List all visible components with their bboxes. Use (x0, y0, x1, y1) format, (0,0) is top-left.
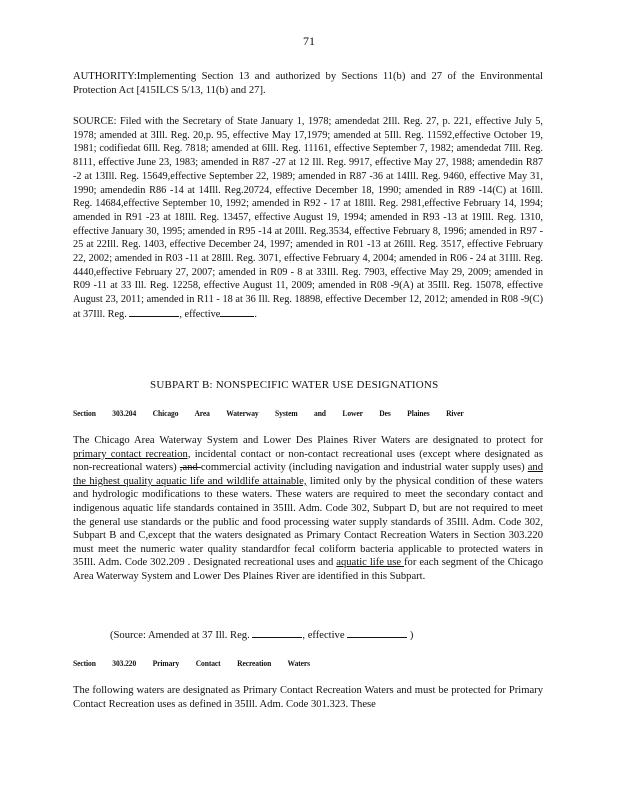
section-303-204-heading: Section 303.204 Chicago Area Waterway System and Lower Des Plaines River (73, 409, 464, 418)
source-tail-period: . (254, 308, 257, 320)
source-note-blank-effective (347, 628, 407, 638)
source-text: SOURCE: Filed with the Secretary of State January 1, 1978; amendedat 2Ill. Reg. 27, p. 221, effective July 5, 1978; amended at 3Ill. Reg. 20,p. 95, effective May 17,1979; amended at 5Ill. Reg. 11592,effective October 19, 1981; codifiedat 6Ill. Reg. 7818; amended at 6Ill. Reg. 11161, effective September 7, 1982; amendedat 7Ill. Reg. 8111, effective June 23, 1983; amended in R87 -27 at 12 Ill. Reg. 9917, effective May 27, 1988; amendedin R87 -2 at 13Ill. Reg. 15649,effective September 22, 1989; amended in R87 -36 at 14Ill. Reg. 9460, effective May 31, 1990; amendedin R86 -14 at 14Ill. Reg.20724, effective December 18, 1990; amended in R89 -14(C) at 16Ill. Reg. 14684,effective September 10, 1992; amended in R92 - 17 at 18Ill. Reg. 2981,effective February 14, 1994; amended in R91 -23 at 18Ill. Reg. 13457, effective August 19, 1994; amended in R93 -13 at 19Ill. Reg. 1310, effective January 30, 1995; amended in R95 -14 at 20Ill. Reg.3534, effective February 8, 1996; amended in R97 - 25 at 22Ill. Reg. 1403, effective December 24, 1997; amended in R01 -13 at 26Ill. Reg. 3517, effective February 22, 2002; amended in R03 -11 at 28Ill. Reg. 3071, effective February 4, 2004; amended in R06 - 24 at 31Ill. Reg. 4440,effective February 27, 2007; amended in R09 - 8 at 33Ill. Reg. 7903, effective May 29, 2009; amended in R09 -11 at 33 Ill. Reg. 12258, effective August 11, 2009; amended in R08 -9(A) at 35Ill. Reg. 15078, effective August 23, 2011; amended in R11 - 18 at 36 Ill. Reg. 18898, effective December 12, 2012; amended in R08 -9(C) at 37Ill. Reg. (73, 116, 543, 320)
body-text: limited only by the physical condition of these waters and hydrologic modifications to these waters. These waters are required to meet the secondary contact and indigenous aquatic life standards contained in 35Ill. Adm. Code 302, Subpart D, but are not required to meet the general use standards or the public and food processing water supply standards of 35Ill. Adm. Code 302, Subpart B and C,except that the waters designated as Primary Contact Recreation Waters in Section 303.220 must meet the numeric water quality standardfor fecal coliform bacteria applicable to protected waters in 35Ill. Adm. Code 302.209 . Designated recreational uses and (73, 475, 544, 569)
subpart-heading: SUBPART B: NONSPECIFIC WATER USE DESIGNATIONS (150, 379, 439, 391)
source-tail-comma: , (179, 308, 182, 320)
section-303-220-body: The following waters are designated as Primary Contact Recreation Waters and must be protected for Primary Contact Recreation uses as defined in 35Ill. Adm. Code 301.323. These (73, 685, 543, 710)
body-text: incidental contact or non-contact recreational uses (except where designated as non-recreational waters) (73, 448, 543, 474)
source-tail-effective: effective (184, 308, 221, 320)
deleted-text: ,and (179, 462, 201, 474)
source-note-blank-reg (252, 628, 302, 638)
body-text: commercial activity (including navigation and industrial water supply uses) (200, 462, 528, 474)
source-blank-reg (129, 307, 179, 317)
source-note-prefix: (Source: Amended at 37 Ill. Reg. (110, 630, 250, 641)
authority-paragraph: AUTHORITY:Implementing Section 13 and authorized by Sections 11(b) and 27 of the Environmental Protection Act [415ILCS 5/13, 11(b) and 27]. (73, 71, 543, 96)
body-text: The Chicago Area Waterway System and Lower Des Plaines River Waters are designated to protect for (73, 435, 543, 446)
inserted-text: primary contact recreation, (73, 448, 191, 460)
source-note-line (110, 628, 413, 641)
source-blank-effective (220, 307, 254, 317)
inserted-text: aquatic life use (336, 557, 405, 569)
source-note-effective: , effective (302, 630, 345, 641)
section-303-204-body (73, 434, 543, 584)
page-number: 71 (303, 34, 315, 48)
source-paragraph (73, 115, 543, 322)
source-note-close: ) (409, 630, 414, 641)
section-303-220-heading: Section 303.220 Primary Contact Recreation Waters (73, 659, 311, 668)
body-text: for each segment of the Chicago Area Waterway System and Lower Des Plaines River are identified in this Subpart. (73, 557, 543, 582)
inserted-text: and the highest quality aquatic life and wildlife attainable, (73, 462, 544, 487)
